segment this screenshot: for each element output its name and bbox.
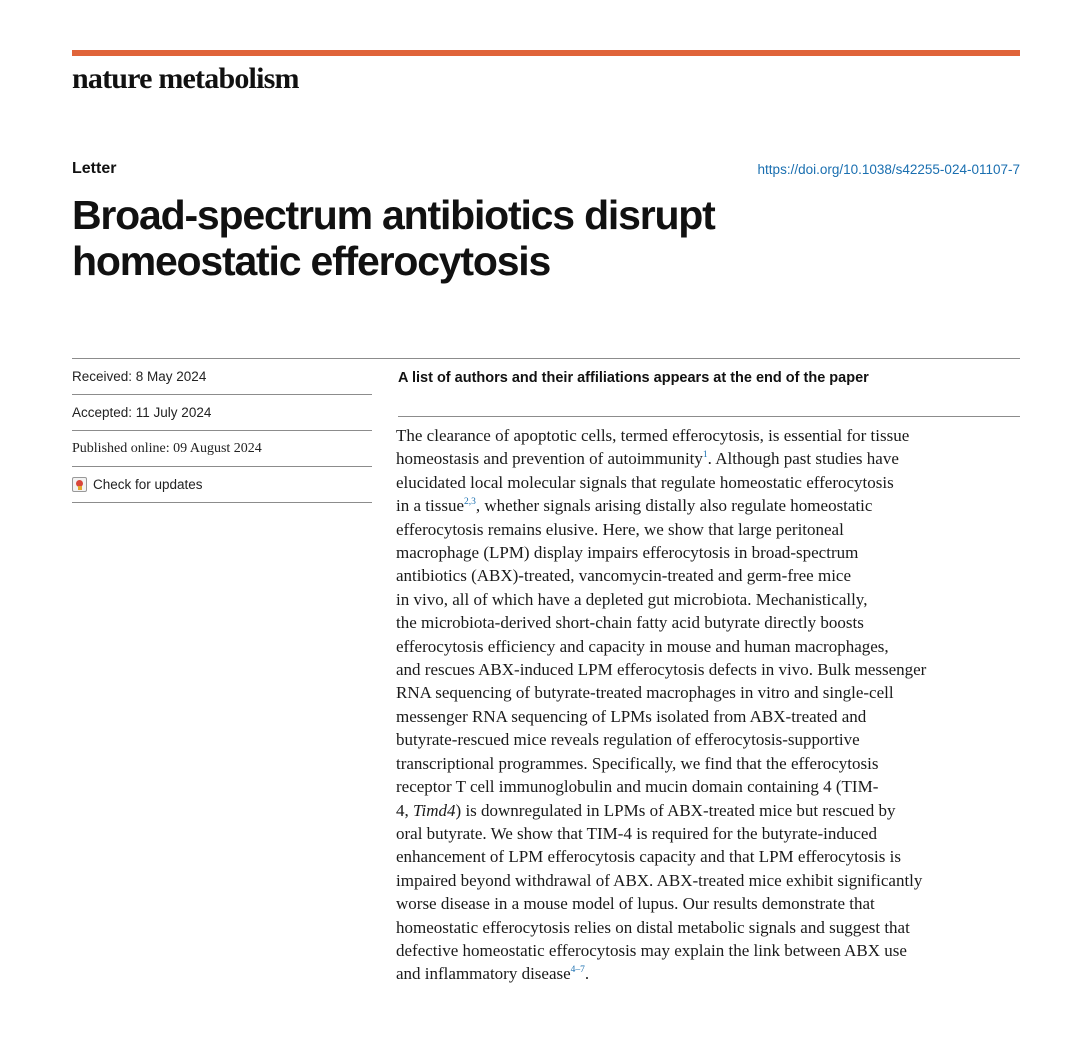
abstract-line: 4, Timd4) is downregulated in LPMs of ABX-treated mice but rescued by (396, 800, 896, 820)
abstract-line: defective homeostatic efferocytosis may explain the link between ABX use (396, 940, 907, 960)
abstract-line: elucidated local molecular signals that regulate homeostatic efferocytosis (396, 472, 894, 492)
abstract-line: macrophage (LPM) display impairs efferocytosis in broad-spectrum (396, 543, 859, 563)
doi-link[interactable]: https://doi.org/10.1038/s42255-024-01107-7 (757, 162, 1020, 177)
abstract-line: and inflammatory disease$^{4-7}$. (396, 964, 590, 984)
accepted-date: Accepted: 11 July 2024 (72, 395, 372, 431)
abstract-line: efferocytosis remains elusive. Here, we show that large peritoneal (396, 519, 844, 539)
title-line: homeostatic efferocytosis (72, 238, 551, 284)
article-type: Letter (72, 160, 117, 177)
citation-link[interactable]: 4–7 (570, 964, 585, 975)
divider (398, 416, 1020, 417)
published-date: Published online: 09 August 2024 (72, 431, 372, 467)
abstract-line: butyrate-rescued mice reveals regulation of efferocytosis-supportive (396, 730, 860, 750)
authors-note: A list of authors and their affiliations appears at the end of the paper (398, 370, 869, 386)
abstract-line: in a tissue$^{2,3}$, whether signals arising distally also regulate homeostatic (396, 496, 873, 516)
article-dates (72, 359, 372, 503)
journal-name[interactable]: nature metabolism (72, 62, 299, 95)
abstract-line: the microbiota-derived short-chain fatty acid butyrate directly boosts (396, 613, 864, 633)
abstract (396, 424, 1020, 986)
abstract-line: worse disease in a mouse model of lupus. Our results demonstrate that (396, 894, 875, 914)
title-line: Broad-spectrum antibiotics disrupt (72, 192, 715, 238)
abstract-line: homeostasis and prevention of autoimmunity$^1$. Although past studies have (396, 449, 899, 469)
abstract-line: enhancement of LPM efferocytosis capacity and that LPM efferocytosis is (396, 847, 901, 867)
check-updates-label: Check for updates (93, 477, 203, 492)
abstract-line: efferocytosis efficiency and capacity in mouse and human macrophages, (396, 636, 889, 656)
abstract-line: oral butyrate. We show that TIM-4 is required for the butyrate-induced (396, 823, 877, 843)
abstract-line: messenger RNA sequencing of LPMs isolated from ABX-treated and (396, 706, 867, 726)
abstract-line: RNA sequencing of butyrate-treated macrophages in vitro and single-cell (396, 683, 894, 703)
abstract-line: and rescues ABX-induced LPM efferocytosis defects in vivo. Bulk messenger (396, 660, 927, 680)
article-title (72, 192, 1012, 284)
abstract-line: receptor T cell immunoglobulin and mucin domain containing 4 (TIM- (396, 777, 879, 797)
abstract-line: transcriptional programmes. Specifically, we find that the efferocytosis (396, 753, 879, 773)
citation-link[interactable]: 1 (702, 449, 708, 460)
abstract-line: homeostatic efferocytosis relies on distal metabolic signals and suggest that (396, 917, 910, 937)
abstract-line: The clearance of apoptotic cells, termed efferocytosis, is essential for tissue (396, 426, 910, 445)
received-date: Received: 8 May 2024 (72, 359, 372, 395)
abstract-line: antibiotics (ABX)-treated, vancomycin-treated and germ-free mice (396, 566, 852, 586)
abstract-line: impaired beyond withdrawal of ABX. ABX-treated mice exhibit significantly (396, 870, 923, 890)
journal-accent-bar (72, 50, 1020, 56)
check-updates-icon (72, 477, 87, 492)
abstract-line: in vivo, all of which have a depleted gut microbiota. Mechanistically, (396, 589, 868, 609)
citation-link[interactable]: 2,3 (464, 496, 476, 507)
check-for-updates-button[interactable] (72, 467, 372, 503)
